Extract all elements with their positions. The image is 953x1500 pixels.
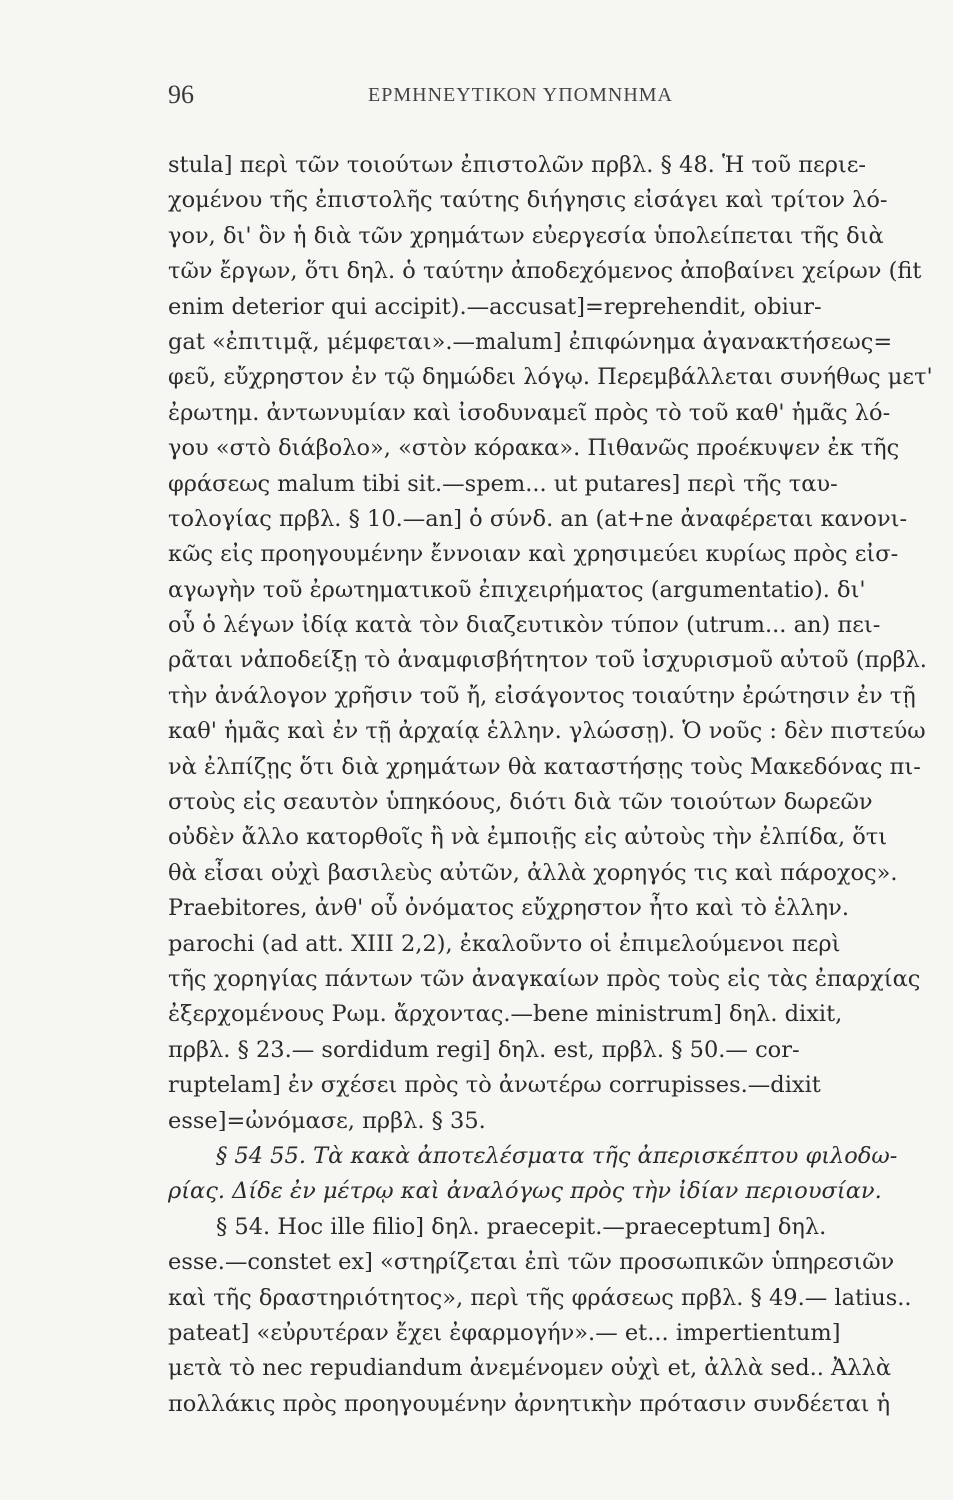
text-line: τολογίας πρβλ. § 10.—an] ὁ σύνδ. an (at+ne ἀναφέρεται κανονι- <box>168 505 908 532</box>
text-line: ἐξερχομένους Ρωμ. ἄρχοντας.—bene ministrum] δηλ. dixit, <box>168 1001 843 1028</box>
text-line: esse]=ὠνόμασε, πρβλ. § 35. <box>168 1107 486 1134</box>
text-line: pateat] «εὐρυτέραν ἔχει ἐφαρμογήν».— et... impertientum] <box>168 1319 841 1346</box>
text-line: φεῦ, εὔχρηστον ἐν τῷ δημώδει λόγῳ. Περεμβάλλεται συνήθως μετ' <box>168 364 933 391</box>
text-line: gat «ἐπιτιμᾷ, μέμφεται».—malum] ἐπιφώνημα ἀγανακτήσεως= <box>168 328 893 355</box>
text-line: ρᾶται νἀποδείξῃ τὸ ἀναμφισβήτητον τοῦ ἰσχυρισμοῦ αὐτοῦ (πρβλ. <box>168 647 927 674</box>
text-line: enim deterior qui accipit).—accusat]=reprehendit, obiur- <box>168 293 822 320</box>
text-line: stula] περὶ τῶν τοιούτων ἐπιστολῶν πρβλ. § 48. Ἡ τοῦ περιε- <box>168 152 867 178</box>
text-line: στοὺς εἰς σεαυτὸν ὑπηκόους, διότι διὰ τῶν τοιούτων δωρεῶν <box>168 789 873 816</box>
text-line: πρβλ. § 23.— sordidum regi] δηλ. est, πρβλ. § 50.— cor- <box>168 1036 800 1063</box>
text-line: ἐρωτημ. ἀντωνυμίαν καὶ ἰσοδυναμεῖ πρὸς τὸ τοῦ καθ' ἡμᾶς λό- <box>168 399 891 426</box>
text-line: γου «στὸ διάβολο», «στὸν κόρακα». Πιθανῶς προέκυψεν ἐκ τῆς <box>168 435 900 462</box>
running-head: ΕΡΜΗΝΕΥΤΙΚΟΝ ΥΠΟΜΝΗΜΑ <box>368 84 673 106</box>
text-line: αγωγὴν τοῦ ἐρωτηματικοῦ ἐπιχειρήματος (argumentatio). δι' <box>168 576 866 603</box>
text-line: κῶς εἰς προηγουμένην ἔννοιαν καὶ χρησιμεύει κυρίως πρὸς εἰσ- <box>168 541 899 568</box>
section-heading-line: ρίας. Δίδε ἐν μέτρῳ καὶ ἀναλόγως πρὸς τὴν ἰδίαν περιουσίαν. <box>168 1178 882 1205</box>
text-line: οὐδὲν ἄλλο κατορθοῖς ἢ νὰ ἐμποιῇς εἰς αὐτοὺς τὴν ἐλπίδα, ὅτι <box>168 824 888 851</box>
text-line: γον, δι' ὃν ἡ διὰ τῶν χρημάτων εὐεργεσία ὑπολείπεται τῆς διὰ <box>168 222 884 249</box>
text-line: νὰ ἐλπίζῃς ὅτι διὰ χρημάτων θὰ καταστήσῃς τοὺς Μακεδόνας πι- <box>168 753 921 780</box>
text-line: πολλάκις πρὸς προηγουμένην ἀρνητικὴν πρότασιν συνδέεται ἡ <box>168 1390 891 1417</box>
section-heading-line: § 54 55. Τὰ κακὰ ἀποτελέσματα τῆς ἀπερισκέπτου φιλοδω- <box>216 1142 898 1169</box>
text-line: καθ' ἡμᾶς καὶ ἐν τῇ ἀρχαίᾳ ἑλλην. γλώσσῃ). Ὁ νοῦς : δὲν πιστεύω <box>168 718 926 745</box>
text-line: τὴν ἀνάλογον χρῆσιν τοῦ ἤ, εἰσάγοντος τοιαύτην ἐρώτησιν ἐν τῇ <box>168 682 916 709</box>
text-line: χομένου τῆς ἐπιστολῆς ταύτης διήγησις εἰσάγει καὶ τρίτον λό- <box>168 187 888 214</box>
text-line: μετὰ τὸ nec repudiandum ἀνεμένομεν οὐχὶ et, ἀλλὰ sed.. Ἀλλὰ <box>168 1355 892 1382</box>
text-line: καὶ τῆς δραστηριότητος», περὶ τῆς φράσεως πρβλ. § 49.— latius.. <box>168 1284 912 1311</box>
page-header <box>168 80 738 120</box>
text-line: τῆς χορηγίας πάντων τῶν ἀναγκαίων πρὸς τοὺς εἰς τὰς ἐπαρχίας <box>168 965 921 992</box>
text-line: Praebitores, ἀνθ' οὗ ὀνόματος εὔχρηστον ἦτο καὶ τὸ ἑλλην. <box>168 895 849 922</box>
text-line: θὰ εἶσαι οὐχὶ βασιλεὺς αὐτῶν, ἀλλὰ χορηγός τις καὶ πάροχος». <box>168 859 898 886</box>
text-line: οὗ ὁ λέγων ἰδίᾳ κατὰ τὸν διαζευτικὸν τύπον (utrum... an) πει- <box>168 612 881 639</box>
body-text <box>168 148 938 1422</box>
text-line: esse.—constet ex] «στηρίζεται ἐπὶ τῶν προσωπικῶν ὑπηρεσιῶν <box>168 1249 895 1276</box>
text-line: parochi (ad att. XIII 2,2), ἐκαλοῦντο οἱ ἐπιμελούμενοι περὶ <box>168 930 841 957</box>
text-line: ruptelam] ἐν σχέσει πρὸς τὸ ἀνωτέρω corrupisses.—dixit <box>168 1072 821 1099</box>
text-line: φράσεως malum tibi sit.—spem... ut putares] περὶ τῆς ταυ- <box>168 470 838 497</box>
page-number: 96 <box>168 80 194 109</box>
text-line: τῶν ἔργων, ὅτι δηλ. ὁ ταύτην ἀποδεχόμενος ἀποβαίνει χείρων (fit <box>168 258 922 285</box>
text-line: § 54. Hoc ille filio] δηλ. praecepit.—praeceptum] δηλ. <box>216 1213 827 1240</box>
